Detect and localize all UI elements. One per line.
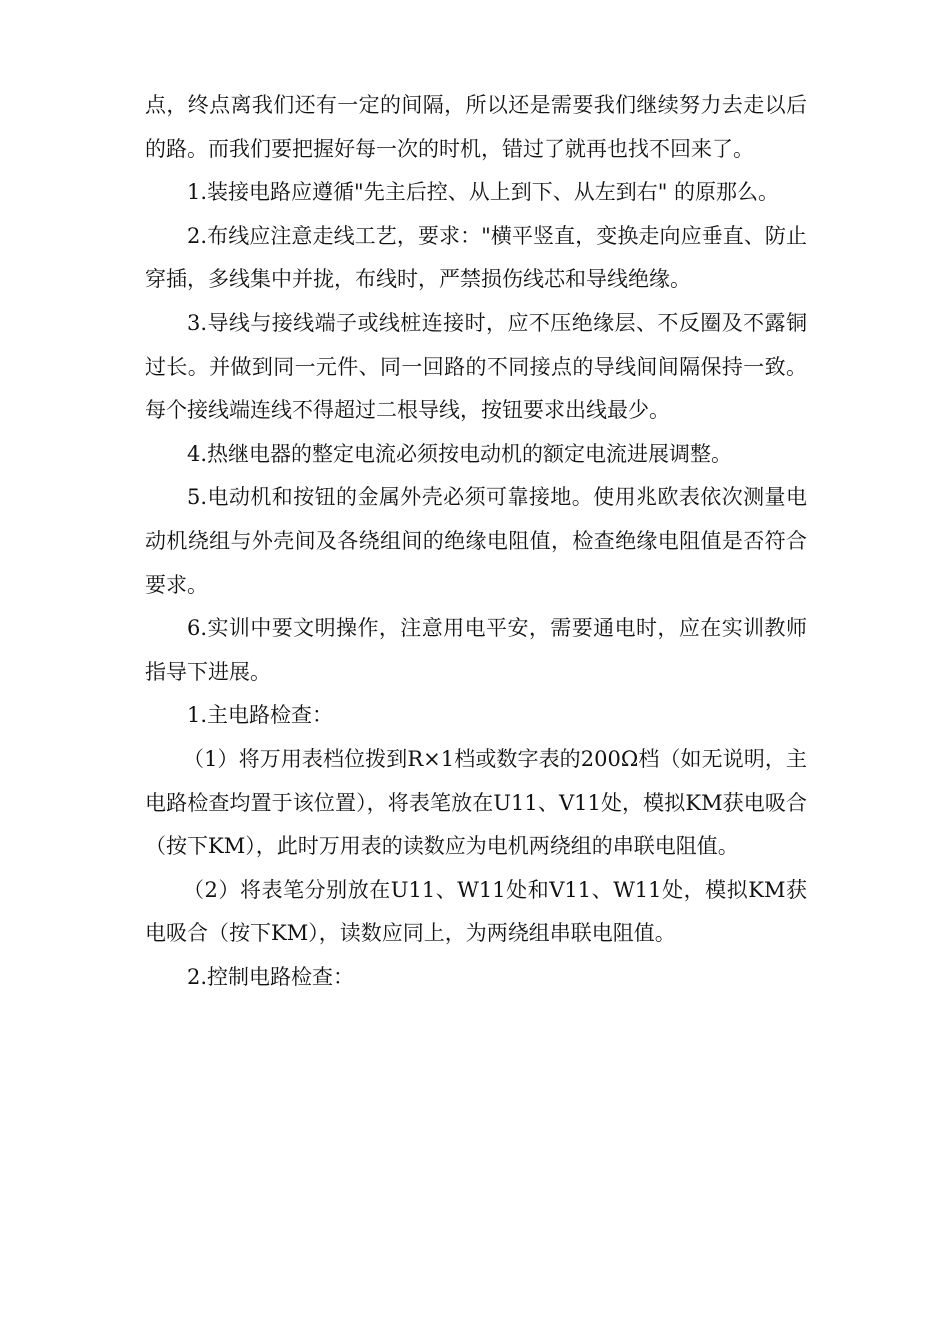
paragraph-item-4-thermal-relay: 4.热继电器的整定电流必须按电动机的额定电流进展调整。 <box>187 441 733 466</box>
document-body <box>145 84 807 999</box>
paragraph-item-1-wiring-order: 1.装接电路应遵循"先主后控、从上到下、从左到右" 的原那么。 <box>187 180 780 205</box>
paragraph-step-1-uv: （1）将万用表档位拨到R×1档或数字表的200Ω档（如无说明，主电路检查均置于该位置），将表笔放在U11、V11处，模拟KM获电吸合（按下KM），此时万用表的读数应为电机两绕组的串联电阻值。 <box>145 746 807 859</box>
paragraph-item-6-safety: 6.实训中要文明操作，注意用电平安，需要通电时，应在实训教师指导下进展。 <box>145 616 807 684</box>
heading-control-circuit-check: 2.控制电路检查： <box>187 964 355 989</box>
paragraph-step-2-uw-vw: （2）将表笔分别放在U11、W11处和V11、W11处，模拟KM获电吸合（按下KM），读数应同上，为两绕组串联电阻值。 <box>145 877 807 946</box>
paragraph-item-2-routing: 2.布线应注意走线工艺，要求："横平竖直，变换走向应垂直、防止穿插，多线集中并拢，布线时，严禁损伤线芯和导线绝缘。 <box>145 223 807 292</box>
paragraph-item-5-grounding: 5.电动机和按钮的金属外壳必须可靠接地。使用兆欧表依次测量电动机绕组与外壳间及各绕组间的绝缘电阻值，检查绝缘电阻值是否符合要求。 <box>145 485 807 597</box>
paragraph-continuation: 点，终点离我们还有一定的间隔，所以还是需要我们继续努力去走以后的路。而我们要把握好每一次的时机，错过了就再也找不回来了。 <box>145 93 807 161</box>
paragraph-item-3-terminals: 3.导线与接线端子或线桩连接时，应不压绝缘层、不反圈及不露铜过长。并做到同一元件、同一回路的不同接点的导线间间隔保持一致。每个接线端连线不得超过二根导线，按钮要求出线最少。 <box>145 310 807 423</box>
heading-main-circuit-check: 1.主电路检查： <box>187 703 334 728</box>
